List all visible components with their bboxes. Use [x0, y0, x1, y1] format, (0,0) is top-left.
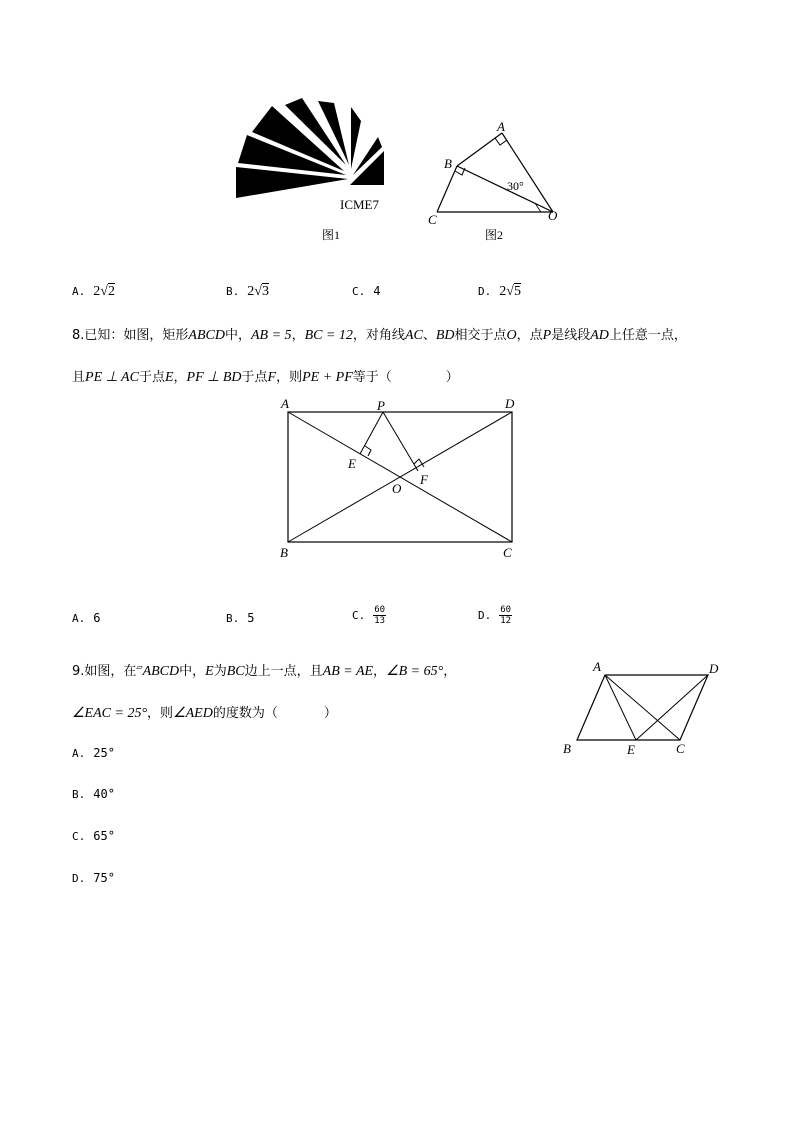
q9-option-b[interactable]: B. 40° [72, 787, 115, 801]
right-angle-mark [365, 446, 371, 456]
q7-option-c[interactable]: C. 4 [352, 284, 381, 298]
fraction: $\frac{60}{13}$ [374, 605, 386, 626]
q8-option-a[interactable]: A. 6 [72, 611, 101, 625]
q9-option-c[interactable]: C. 65° [72, 829, 115, 843]
q7-option-a[interactable]: A. 2√2 [72, 284, 115, 299]
point-label-E: E [627, 742, 635, 757]
point-label-A: A [593, 659, 601, 674]
point-label-C: C [503, 545, 512, 560]
q9-stem-line-2: ∠EAC = 25°，则∠AED的度数为（ ） [72, 706, 337, 721]
angle-label: 30° [507, 179, 524, 193]
q9-stem-line-1: 9.如图，在▱ABCD中，E为BC边上一点，且AB = AE，∠B = 65°， [72, 662, 457, 679]
fraction: $\frac{60}{12}$ [500, 605, 512, 626]
point-label-B: B [280, 545, 288, 560]
q8-stem-line-1: 8.已知：如图，矩形ABCD中，AB = 5，BC = 12，对角线AC、BD相交于点O，点P是线段AD上任意一点， [72, 328, 687, 343]
q8-figure-rectangle [276, 395, 526, 565]
point-label-D: D [709, 661, 719, 676]
point-label-E: E [348, 456, 356, 471]
point-label-A: A [281, 396, 289, 411]
q9-figure-parallelogram [558, 656, 728, 761]
q9-option-d[interactable]: D. 75° [72, 871, 115, 885]
figure-1-label: ICME7 [340, 197, 379, 212]
q7-option-b[interactable]: B. 2√3 [226, 284, 269, 299]
fan-triangle [351, 107, 361, 169]
figure-2-triangles [420, 120, 570, 230]
q7-option-d[interactable]: D. 2√5 [478, 284, 521, 299]
point-label-C: C [428, 212, 437, 227]
figure-1-icme7 [230, 95, 395, 225]
point-label-O: O [392, 481, 402, 496]
point-label-A: A [497, 120, 505, 134]
point-label-F: F [420, 472, 428, 487]
point-label-P: P [377, 398, 385, 413]
q8-option-d[interactable]: D. $\frac{60}{12}$ [478, 605, 512, 626]
q8-option-b[interactable]: B. 5 [226, 611, 255, 625]
point-label-C: C [676, 741, 685, 756]
q8-stem-line-2: 且PE ⊥ AC于点E，PF ⊥ BD于点F，则PE + PF等于（ ） [72, 370, 459, 385]
figure-1-caption: 图1 [322, 228, 341, 242]
q9-option-a[interactable]: A. 25° [72, 746, 115, 760]
point-label-B: B [563, 741, 571, 756]
q8-option-c[interactable]: C. $\frac{60}{13}$ [352, 605, 386, 626]
point-label-O: O [548, 208, 558, 223]
point-label-D: D [505, 396, 515, 411]
point-label-B: B [444, 156, 452, 171]
figure-2-caption: 图2 [485, 228, 504, 242]
